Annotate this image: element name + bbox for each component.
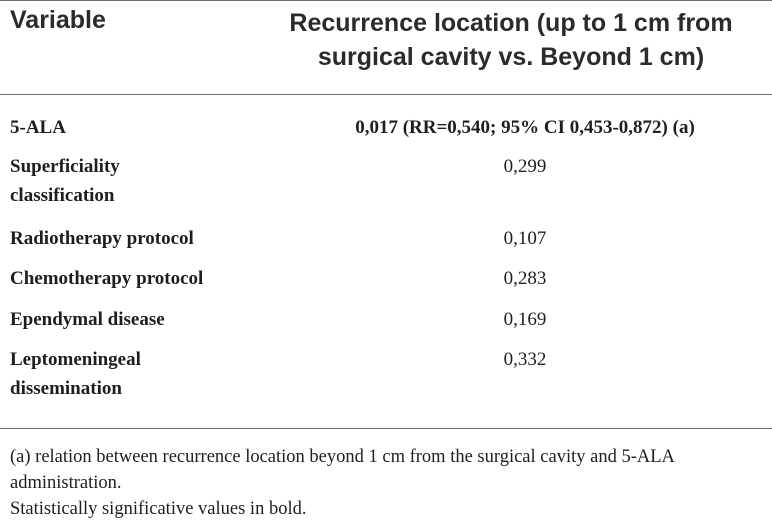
row-value: 0,107 [503,228,547,249]
row-label [10,224,270,253]
header-rule [0,94,772,95]
row-value: 0,169 [503,309,547,330]
row-value: 0,017 (RR=0,540; 95% CI 0,453-0,872) (a) [355,117,695,138]
bottom-rule [0,428,772,429]
header-recurrence-line1: Recurrence location (up to 1 cm from [289,9,733,37]
row-label [10,345,270,403]
row-label-line: Leptomeningeal [10,349,141,370]
top-rule [0,0,772,1]
row-value: 0,332 [503,349,547,370]
row-label-line: dissemination [10,378,122,399]
row-label [10,305,270,334]
header-recurrence-location [250,6,772,74]
row-label-line: Ependymal disease [10,309,165,330]
row-label-line: Chemotherapy protocol [10,268,204,289]
header-variable: Variable [10,6,106,34]
row-label-line: classification [10,185,115,206]
footnotes [10,444,770,522]
row-label [10,152,270,210]
footnote-significance: Statistically significative values in bold. [10,499,307,519]
header-recurrence-line2: surgical cavity vs. Beyond 1 cm) [317,43,705,71]
row-label-line: 5-ALA [10,117,66,138]
row-label [10,264,270,293]
row-value: 0,299 [503,156,547,177]
row-label [10,113,270,142]
row-label-line: Superficiality [10,156,120,177]
row-label-line: Radiotherapy protocol [10,228,194,249]
footnote-a-line2: administration. [10,473,122,493]
footnote-a-line1: (a) relation between recurrence location beyond 1 cm from the surgical cavity and 5-ALA [10,447,675,467]
row-value: 0,283 [503,268,547,289]
